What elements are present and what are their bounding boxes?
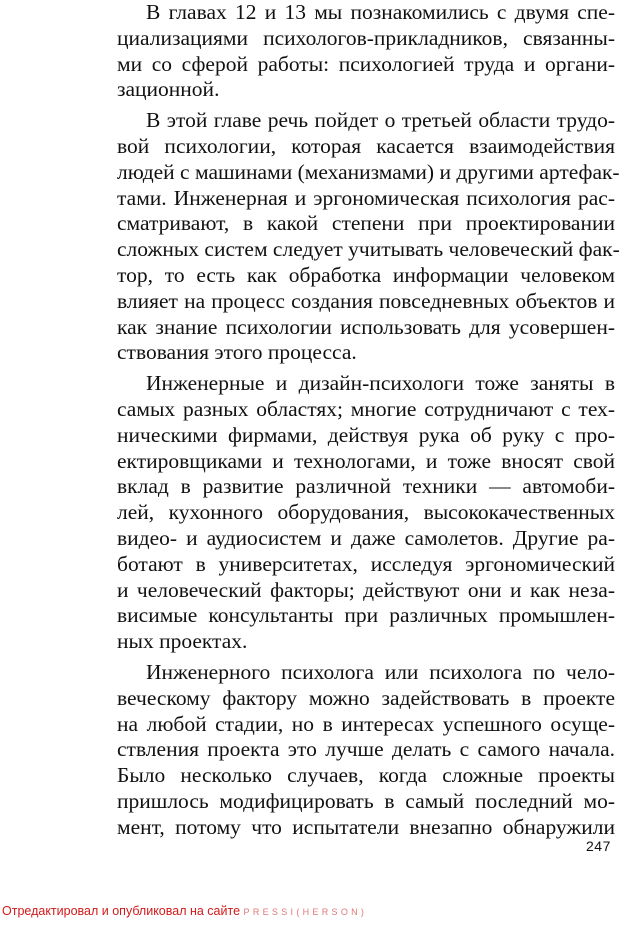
text-line: пришлось модифицировать в самый последний мо- (117, 788, 615, 813)
text-line: тами. Инженерная и эргономическая психология рас- (117, 185, 615, 210)
text-line: веческому фактору можно задействовать в проекте (117, 685, 615, 710)
footer-text: Отредактировал и опубликовал на сайте (2, 904, 241, 918)
text-line: тор, то есть как обработка информации человеком (117, 262, 615, 287)
text-line: влияет на процесс создания повседневных объектов и (117, 288, 615, 313)
text-line: мент, потому что испытатели внезапно обнаружили (117, 814, 615, 839)
text-line: Инженерные и дизайн-психологи тоже заняты в (146, 371, 615, 396)
page-body (117, 0, 620, 841)
text-line: вой психологии, которая касается взаимодействия (117, 133, 615, 158)
text-line: ботают в университетах, исследуя эргономический (117, 551, 615, 576)
text-line: ми со сферой работы: психологией труда и органи- (117, 51, 615, 76)
text-line: сложных систем следует учитывать человеческий фак- (117, 237, 620, 262)
text-line: ектировщиками и технологами, и тоже вносят свой (117, 448, 615, 473)
text-line: зационной. (117, 77, 220, 102)
text-line: висимые консультанты при различных промышлен- (117, 603, 615, 628)
text-line: вклад в развитие различной техники — автомоби- (117, 474, 615, 499)
text-line: ническими фирмами, действуя рука об руку с про- (117, 422, 615, 447)
paragraph-3 (117, 371, 615, 655)
text-line: циализациями психологов-прикладников, связанны- (117, 25, 615, 50)
text-line: сматривают, в какой степени при проектировании (117, 211, 615, 236)
footer-credit (2, 904, 367, 918)
text-line: и человеческий факторы; действуют они и как неза- (117, 577, 615, 602)
text-line: ствования этого процесса. (117, 340, 357, 365)
text-line: самых разных областях; многие сотрудничают с тех- (117, 396, 615, 421)
paragraph-2 (117, 108, 620, 366)
text-line: ных проектах. (117, 629, 248, 654)
text-line: людей с машинами (механизмами) и другими артефак- (117, 159, 620, 184)
text-line: лей, кухонного оборудования, высококачественных (117, 500, 615, 525)
footer-site-link[interactable]: PRESSI(HERSON) (243, 907, 368, 917)
text-line: ствления проекта это лучше делать с самого начала. (117, 737, 615, 762)
paragraph-4 (117, 660, 615, 841)
text-line: Было несколько случаев, когда сложные проекты (117, 763, 615, 788)
text-line: как знание психологии использовать для усовершен- (117, 314, 615, 339)
text-line: на любой стадии, но в интересах успешного осуще- (117, 711, 615, 736)
text-line: В главах 12 и 13 мы познакомились с двумя спе- (146, 0, 615, 24)
text-line: В этой главе речь пойдет о третьей области трудо- (146, 108, 615, 133)
page-number: 247 (586, 838, 611, 854)
text-line: видео- и аудиосистем и даже самолетов. Другие ра- (117, 525, 615, 550)
paragraph-1 (117, 0, 615, 103)
text-line: Инженерного психолога или психолога по чело- (146, 659, 615, 684)
